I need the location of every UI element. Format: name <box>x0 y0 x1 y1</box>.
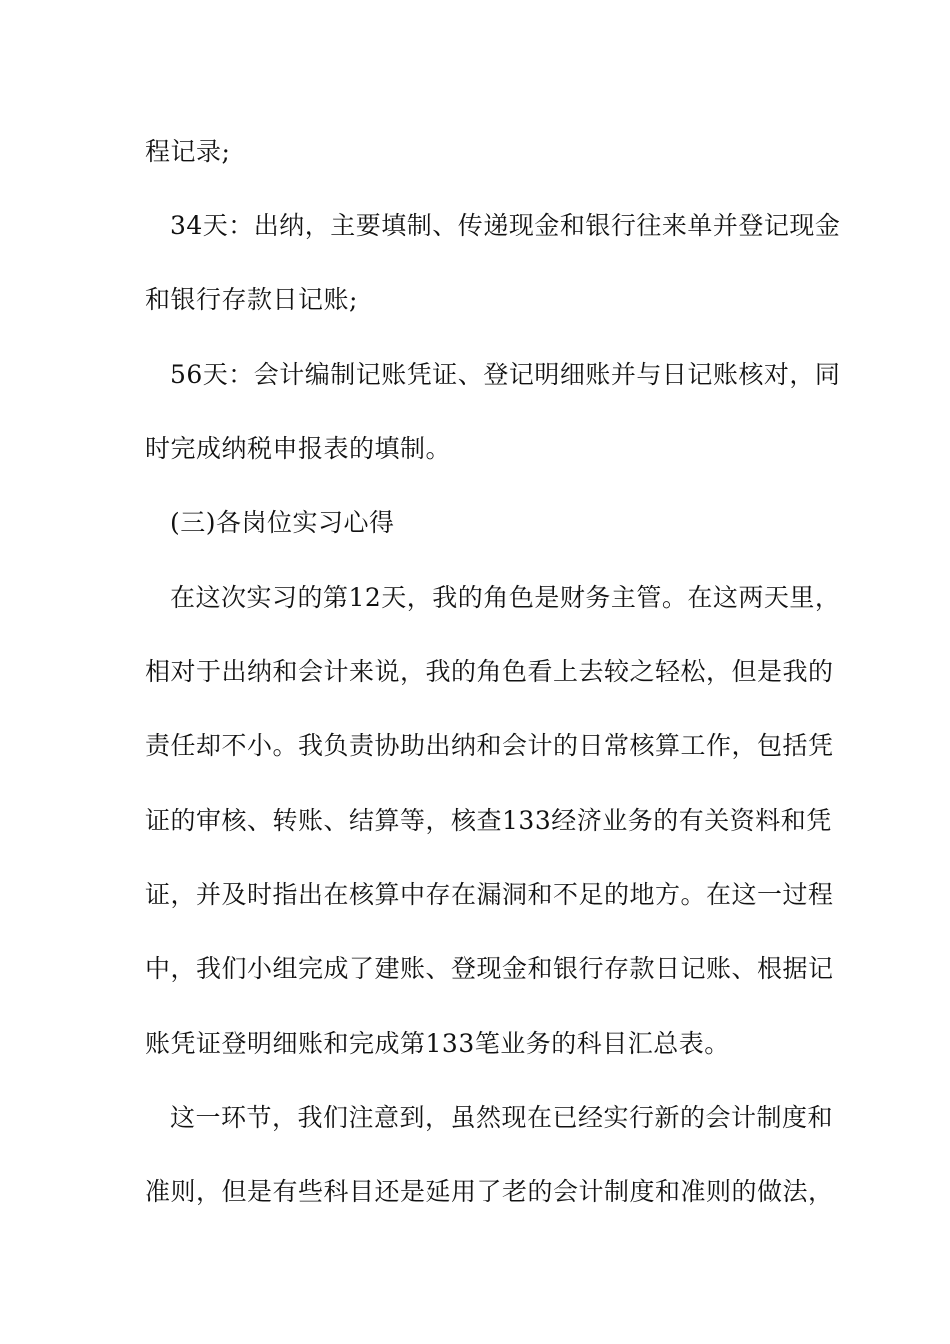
text-line-12: 中，我们小组完成了建账、登现金和银行存款日记账、根据记 <box>145 954 834 983</box>
text-line-14: 这一环节，我们注意到，虽然现在已经实行新的会计制度和 <box>170 1103 834 1132</box>
text-line-10: 证的审核、转账、结算等，核查133经济业务的有关资料和凭 <box>145 806 832 835</box>
text-line-2: 34天：出纳，主要填制、传递现金和银行往来单并登记现金 <box>170 211 841 240</box>
text-line-3: 和银行存款日记账; <box>145 285 358 314</box>
text-line-7: 在这次实习的第12天，我的角色是财务主管。在这两天里， <box>170 583 841 612</box>
text-line-1: 程记录; <box>145 137 231 166</box>
text-line-9: 责任却不小。我负责协助出纳和会计的日常核算工作，包括凭 <box>145 731 834 760</box>
text-line-11: 证，并及时指出在核算中存在漏洞和不足的地方。在这一过程 <box>145 880 834 909</box>
text-line-5: 时完成纳税申报表的填制。 <box>145 434 452 463</box>
text-line-4: 56天：会计编制记账凭证、登记明细账并与日记账核对，同 <box>170 360 841 389</box>
text-line-13: 账凭证登明细账和完成第133笔业务的科目汇总表。 <box>145 1029 730 1058</box>
section-heading: (三)各岗位实习心得 <box>170 508 395 537</box>
text-line-8: 相对于出纳和会计来说，我的角色看上去较之轻松，但是我的 <box>145 657 834 686</box>
text-line-15: 准则，但是有些科目还是延用了老的会计制度和准则的做法， <box>145 1177 834 1206</box>
